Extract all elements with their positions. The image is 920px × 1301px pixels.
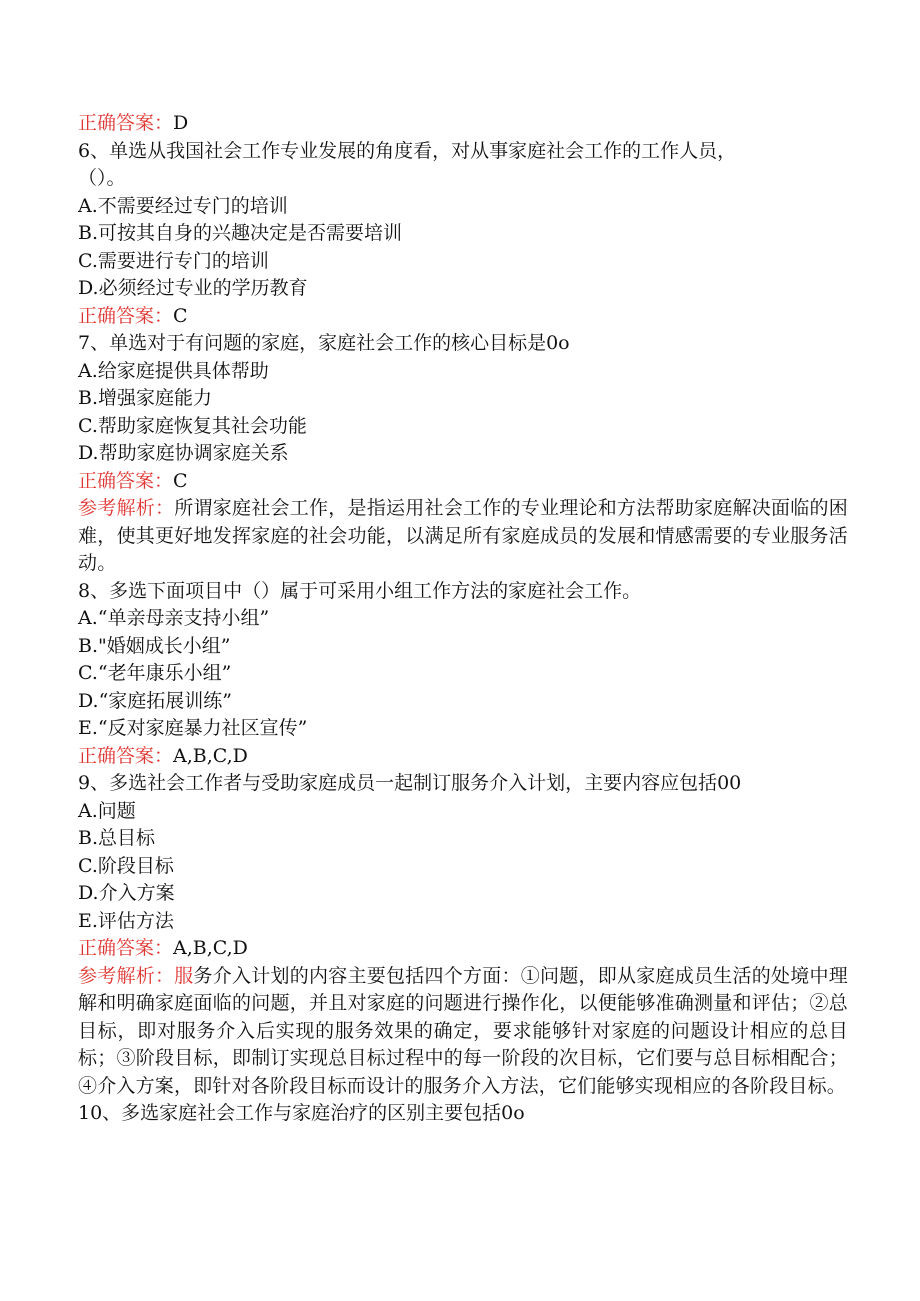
analysis-q9 [78, 963, 848, 1101]
question-stem-q10: 10、多选家庭社会工作与家庭治疗的区别主要包括0o [78, 1102, 525, 1124]
answer-line-q9 [78, 935, 848, 963]
option-q6-b: B.可按其自身的兴趣决定是否需要培训 [78, 222, 403, 244]
option-q9-d: D.介入方案 [78, 882, 175, 904]
exam-document [78, 110, 848, 1128]
answer-value: C [173, 304, 188, 327]
option-q6-a: A.不需要经过专门的培训 [78, 194, 288, 217]
question-stem-q8: 8、多选下面项目中（）属于可采用小组工作方法的家庭社会工作。 [78, 579, 642, 602]
option-q7-a: A.给家庭提供具体帮助 [78, 359, 269, 382]
analysis-label: 参考解析： [78, 964, 175, 987]
option-q7-c: C.帮助家庭恢复其社会功能 [78, 414, 307, 437]
question-stem-q6-cont: （）。 [78, 167, 126, 189]
analysis-text: 所谓家庭社会工作，是指运用社会工作的专业理论和方法帮助家庭解决面临的困难，使其更好地发挥家庭的社会功能，以满足所有家庭成员的发展和情感需要的专业服务活动。 [78, 497, 848, 574]
answer-label: 正确答案： [78, 937, 174, 959]
answer-line-q6 [78, 303, 848, 331]
option-q8-e: E.“反对家庭暴力社区宣传” [78, 717, 308, 739]
answer-value: D [173, 112, 189, 134]
option-q9-a: A.问题 [78, 799, 136, 822]
answer-label: 正确答案： [78, 469, 174, 492]
option-q9-b: B.总目标 [78, 827, 156, 849]
question-stem-q9: 9、多选社会工作者与受助家庭成员一起制订服务介入计划，主要内容应包括00 [78, 772, 742, 794]
option-q8-d: D.“家庭拓展训练” [78, 689, 233, 712]
option-q6-d: D.必须经过专业的学历教育 [78, 277, 308, 299]
question-stem-q7: 7、单选对于有问题的家庭，家庭社会工作的核心目标是0o [78, 332, 570, 354]
option-q8-b: B."婚姻成长小组” [78, 634, 231, 657]
answer-line-q7 [78, 468, 848, 496]
question-stem-q6: 6、单选从我国社会工作专业发展的角度看，对从事家庭社会工作的工作人员， [78, 139, 737, 162]
option-q7-d: D.帮助家庭协调家庭关系 [78, 442, 289, 464]
answer-value: C [173, 469, 188, 492]
answer-line-q5 [78, 110, 848, 138]
analysis-text: 务介入计划的内容主要包括四个方面：①问题，即从家庭成员生活的处境中理解和明确家庭面临的问题，并且对家庭的问题进行操作化，以便能够准确测量和评估；②总目标，即对服务介入后实现的服务效果的确定，要求能够针对家庭的问题设计相应的总目标；③阶段目标，即制订实现总目标过程中的每一阶段的次目标，它们要与总目标相配合；④介入方案，即针对各阶段目标而设计的服务介入方法，它们能够实现相应的各阶段目标。 [78, 964, 848, 1097]
option-q9-e: E.评估方法 [78, 909, 174, 932]
analysis-first-char: 服 [174, 964, 194, 987]
option-q9-c: C.阶段目标 [78, 854, 174, 877]
answer-label: 正确答案： [78, 744, 174, 767]
answer-value: A,B,C,D [173, 937, 248, 959]
answer-line-q8 [78, 743, 848, 771]
option-q8-a: A.“单亲母亲支持小组” [78, 607, 270, 629]
analysis-label: 参考解析： [78, 497, 175, 519]
option-q8-c: C.“老年康乐小组” [78, 662, 232, 684]
answer-label: 正确答案： [78, 304, 174, 327]
answer-label: 正确答案： [78, 112, 174, 134]
analysis-q7 [78, 495, 848, 578]
option-q7-b: B.增强家庭能力 [78, 387, 213, 409]
option-q6-c: C.需要进行专门的培训 [78, 249, 269, 272]
answer-value: A,B,C,D [173, 744, 248, 767]
